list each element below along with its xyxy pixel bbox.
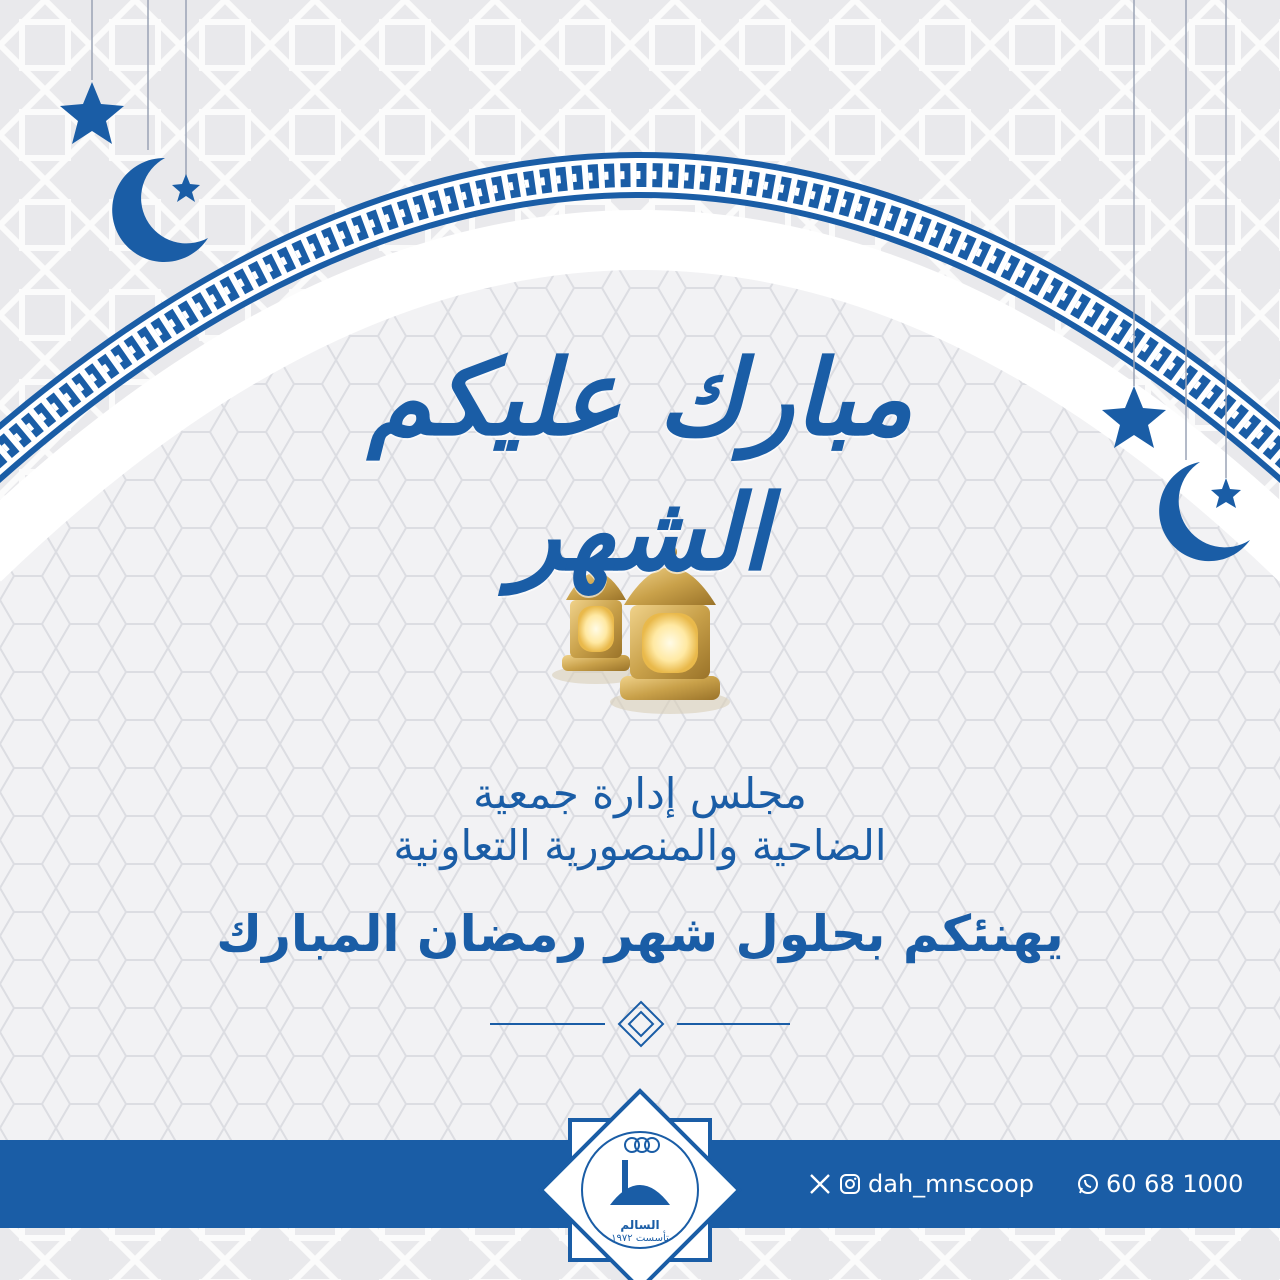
org-line-2: الضاحية والمنصورية التعاونية [393, 821, 887, 870]
calligraphy-title: مبارك عليكم الشهر [367, 336, 913, 595]
org-line-1: مجلس إدارة جمعية [473, 769, 807, 818]
instagram-icon [838, 1172, 862, 1196]
whatsapp-icon [1076, 1172, 1100, 1196]
logo-text-bottom: تأسست ١٩٧٢ [611, 1233, 669, 1244]
x-icon [808, 1172, 832, 1196]
social-handle: dah_mnscoop [868, 1170, 1035, 1198]
coop-logo-shape [541, 1091, 739, 1280]
phone-contact [1076, 1170, 1243, 1198]
logo-text-top: السالم [620, 1218, 660, 1232]
phone-number: 60 68 1000 [1106, 1170, 1244, 1198]
social-contact [808, 1170, 1034, 1198]
greeting-message: يهنئكم بحلول شهر رمضان المبارك [216, 905, 1064, 963]
